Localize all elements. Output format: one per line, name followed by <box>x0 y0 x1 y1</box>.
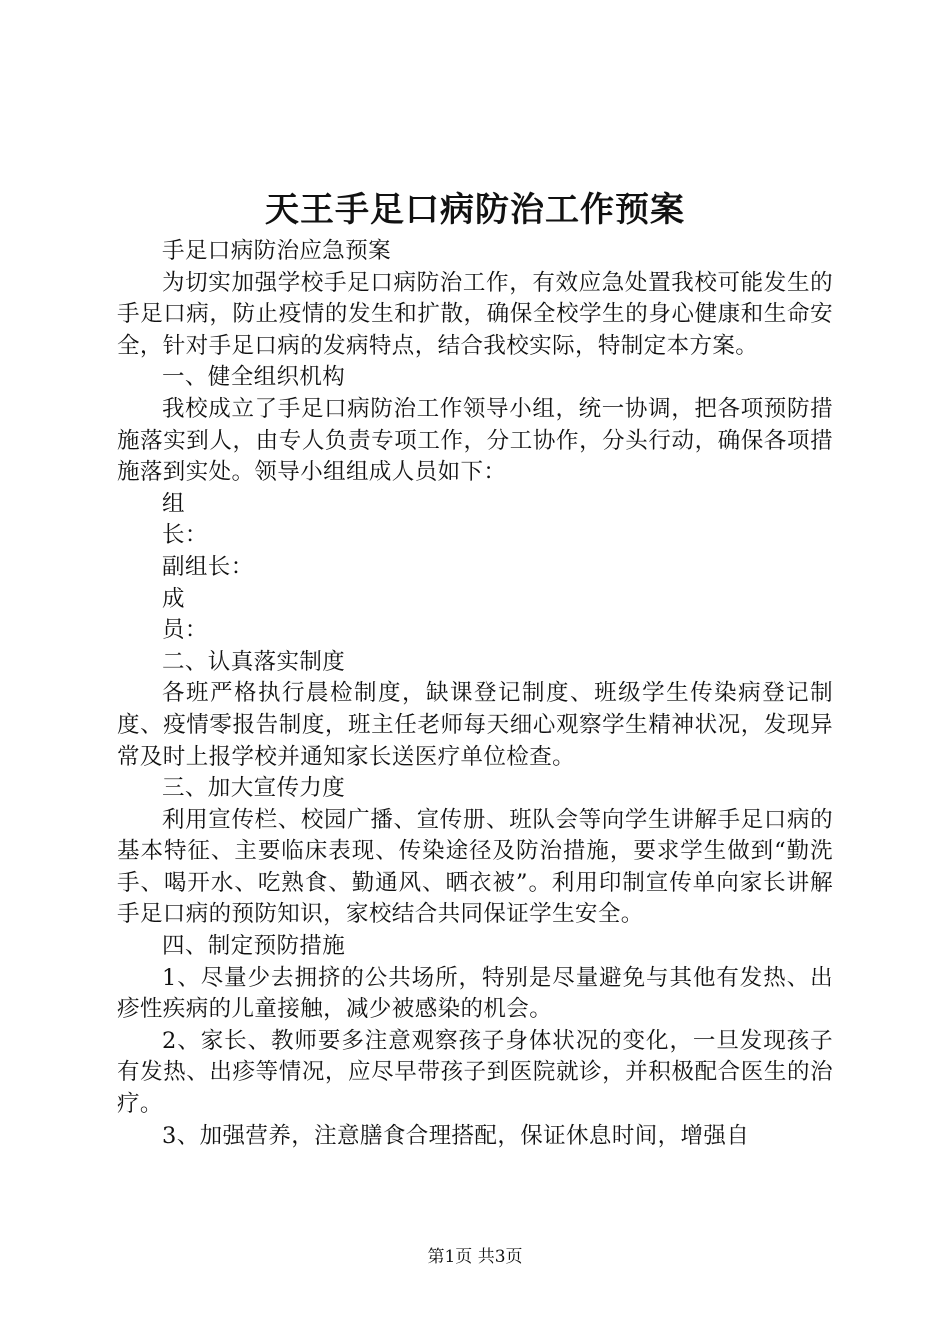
organization-paragraph: 我校成立了手足口病防治工作领导小组，统一协调，把各项预防措施落实到人，由专人负责专项工作，分工协作，分头行动，确保各项措施落到实处。领导小组组成人员如下： <box>117 395 833 486</box>
measure-paragraph-2: 2、家长、教师要多注意观察孩子身体状况的变化，一旦发现孩子有发热、出疹等情况，应尽早带孩子到医院就诊，并积极配合医生的治疗。 <box>117 1027 833 1118</box>
system-paragraph: 各班严格执行晨检制度，缺课登记制度、班级学生传染病登记制度、疫情零报告制度，班主任老师每天细心观察学生精神状况，发现异常及时上报学校并通知家长送医疗单位检查。 <box>117 680 833 770</box>
leader-line: 组长： <box>162 490 208 549</box>
measure-paragraph-1: 1、尽量少去拥挤的公共场所，特别是尽量避免与其他有发热、出疹性疾病的儿童接触，减少被感染的机会。 <box>117 964 833 1023</box>
vice-leader-line: 副组长： <box>162 553 254 580</box>
members-line: 成员： <box>162 585 208 644</box>
document-title: 天王手足口病防治工作预案 <box>265 190 685 230</box>
section-heading-1: 一、健全组织机构 <box>162 364 346 391</box>
section-heading-4: 四、制定预防措施 <box>162 933 346 960</box>
section-heading-3: 三、加大宣传力度 <box>162 775 346 802</box>
measure-paragraph-3: 3、加强营养，注意膳食合理搭配，保证休息时间，增强自 <box>162 1122 750 1149</box>
publicity-paragraph: 利用宣传栏、校园广播、宣传册、班队会等向学生讲解手足口病的基本特征、主要临床表现、传染途径及防治措施，要求学生做到“勤洗手、喝开水、吃熟食、勤通风、晒衣被”。利用印制宣传单向家长讲解手足口病的预防知识，家校结合共同保证学生安全。 <box>117 806 833 928</box>
document-body <box>117 236 833 1152</box>
section-heading-2: 二、认真落实制度 <box>162 648 346 675</box>
page-footer: 第1页 共3页 <box>427 1247 523 1267</box>
intro-paragraph: 为切实加强学校手足口病防治工作，有效应急处置我校可能发生的手足口病，防止疫情的发生和扩散，确保全校学生的身心健康和生命安全，针对手足口病的发病特点，结合我校实际，特制定本方案。 <box>117 269 833 359</box>
subtitle-paragraph: 手足口病防治应急预案 <box>162 238 392 264</box>
